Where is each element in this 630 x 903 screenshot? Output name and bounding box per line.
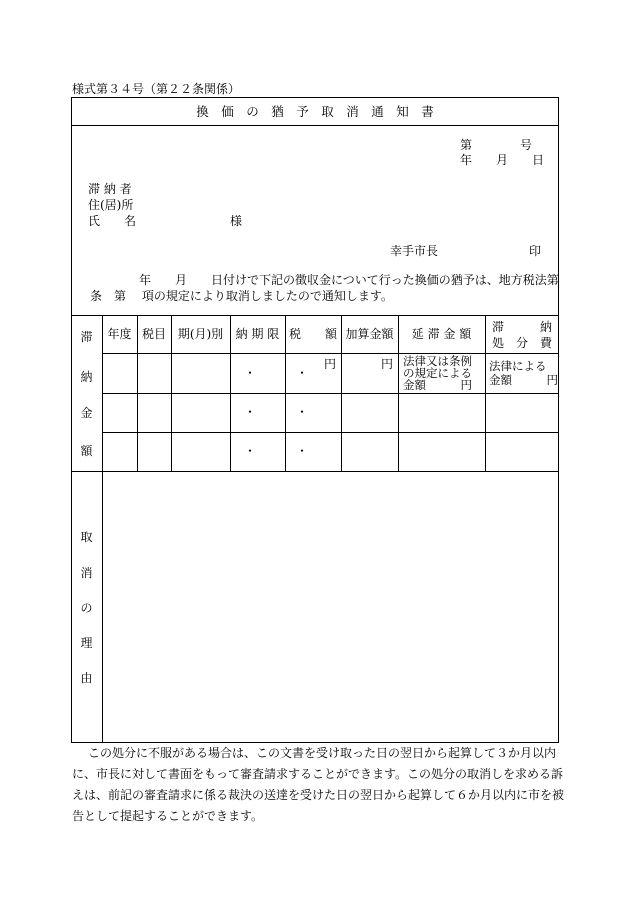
form-number-label: 様式第３４号（第２２条関係） bbox=[72, 82, 241, 96]
title-divider bbox=[71, 125, 559, 126]
header-period: 期(月)別 bbox=[177, 327, 224, 341]
tax-amount-yen-unit: 円 bbox=[324, 357, 337, 371]
reason-writing-area bbox=[103, 472, 558, 742]
body-text-line-1: 年 月 日付けで下記の徴収金について行った換価の猶予は、地方税法第 bbox=[139, 273, 559, 287]
body-text-line-2: 条 第 項の規定により取消しましたので通知します。 bbox=[90, 289, 393, 303]
appeal-notice-line-1: この処分に不服がある場合は、この文書を受け取った日の翌日から起算して３か月以内 bbox=[88, 746, 557, 760]
header-due-date: 納 期 限 bbox=[235, 327, 280, 341]
appeal-notice-line-4: 告として提起することができます。 bbox=[72, 809, 264, 823]
document-title: 換 価 の 猶 予 取 消 通 知 書 bbox=[196, 104, 434, 119]
recipient-label: 滞 納 者 bbox=[88, 182, 132, 196]
delinquency-note-line-1: 法律又は条例 bbox=[403, 354, 472, 368]
issuer-title: 幸手市長 bbox=[390, 244, 439, 258]
header-fiscal-year: 年度 bbox=[107, 327, 132, 341]
header-surcharge: 加算金額 bbox=[345, 327, 394, 341]
reason-label-char: 理 bbox=[80, 636, 93, 650]
honorific: 様 bbox=[230, 214, 243, 228]
seal-mark: 印 bbox=[529, 244, 542, 258]
reason-label-char: 消 bbox=[80, 566, 93, 580]
appeal-notice-line-3: えは、前記の審査請求に係る裁決の送達を受けた日の翌日から起算して６か月以内に市を被 bbox=[72, 788, 565, 802]
due-date-placeholder: ・ ・ bbox=[244, 444, 323, 458]
side-label-char: 額 bbox=[80, 444, 93, 458]
header-delinquency-fee: 延 滞 金 額 bbox=[411, 327, 472, 341]
due-date-placeholder: ・ ・ bbox=[244, 366, 323, 380]
delinquency-note-line-2: の規定による bbox=[403, 366, 472, 380]
reason-label-char: の bbox=[80, 601, 93, 615]
reason-label-char: 由 bbox=[80, 671, 93, 685]
due-date-placeholder: ・ ・ bbox=[244, 405, 323, 419]
disposition-note-line-1: 法律による bbox=[489, 359, 547, 373]
side-label-char: 金 bbox=[80, 406, 93, 420]
surcharge-yen-unit: 円 bbox=[381, 357, 394, 371]
header-disposition-fee-line-1: 滞 納 bbox=[491, 320, 552, 334]
side-label-char: 滞 bbox=[80, 330, 93, 344]
disposition-note-line-2: 金額 円 bbox=[489, 373, 558, 387]
reason-label-char: 取 bbox=[80, 530, 93, 544]
appeal-notice-line-2: に、市長に対して書面をもって審査請求することができます。この処分の取消しを求める訴 bbox=[72, 767, 564, 781]
document-date-line: 年 月 日 bbox=[460, 153, 545, 167]
document-number-line: 第 号 bbox=[460, 138, 533, 152]
delinquency-note-line-3: 金額 円 bbox=[403, 378, 472, 392]
header-tax-amount: 税 額 bbox=[288, 327, 337, 341]
header-disposition-fee-line-2: 処 分 費 bbox=[491, 336, 552, 350]
header-tax-item: 税目 bbox=[141, 327, 166, 341]
name-label: 氏 名 bbox=[88, 214, 137, 228]
address-label: 住(居)所 bbox=[88, 198, 134, 212]
side-label-char: 納 bbox=[80, 370, 93, 384]
